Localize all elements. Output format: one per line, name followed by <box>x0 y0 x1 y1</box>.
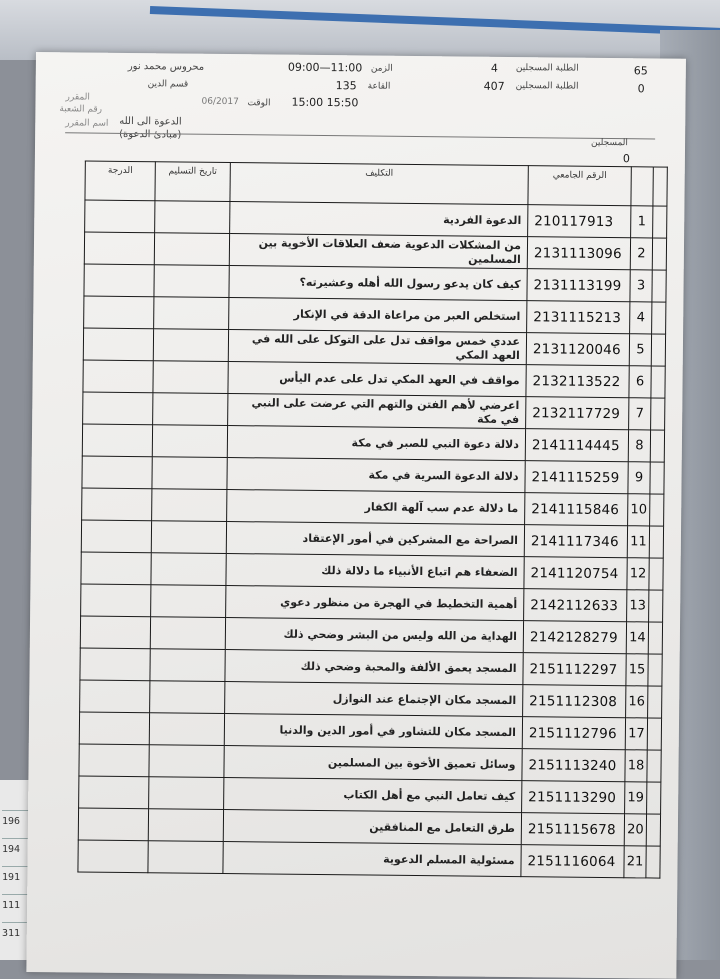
task-cell <box>223 810 521 845</box>
task-cell <box>228 362 526 397</box>
row-number-cell <box>626 686 648 718</box>
course-subtitle: (مبادئ الدعوة) <box>119 128 182 141</box>
student-id-cell <box>521 845 624 878</box>
grade-cell <box>79 744 149 777</box>
row-number-cell <box>627 526 649 558</box>
student-id-cell <box>521 813 624 846</box>
gap-cell <box>648 654 662 686</box>
task-text: الدعوة الفردية <box>443 212 522 227</box>
task-cell <box>229 298 527 333</box>
grade-cell <box>78 808 148 841</box>
delivery-date-cell <box>155 201 230 234</box>
task-text: المسجد يعمق الألفة والمحبة وضحي ذلك <box>300 659 517 675</box>
stack-number: 191 <box>2 866 38 889</box>
student-id-text: 2142128279 <box>529 628 618 646</box>
grade-cell <box>79 776 149 809</box>
delivery-date-cell <box>154 297 229 330</box>
student-id-cell <box>527 269 630 302</box>
task-text: ما دلالة عدم سب آلهة الكفار <box>364 499 519 515</box>
row-number-text: 9 <box>634 470 644 486</box>
gap-cell <box>649 590 663 622</box>
row-number-cell <box>630 238 652 270</box>
task-text: وسائل تعميق الأخوة بين المسلمين <box>327 755 516 771</box>
instructor-name: محروس محمد نور <box>127 60 205 73</box>
student-id-text: 2131120046 <box>532 340 621 358</box>
registered-value: 407 <box>483 79 505 93</box>
grade-cell <box>85 200 155 233</box>
row-number-cell <box>627 590 649 622</box>
student-id-text: 2141115846 <box>531 500 620 518</box>
student-id-text: 2151115678 <box>527 820 616 838</box>
grade-cell <box>79 712 149 745</box>
grade-cell <box>81 584 151 617</box>
row-number-text: 10 <box>630 502 648 518</box>
gap-cell <box>647 718 661 750</box>
student-id-cell <box>524 525 627 558</box>
gap-cell <box>650 430 664 462</box>
student-id-cell <box>528 205 631 238</box>
row-number-cell <box>628 462 650 494</box>
header-id: الرقم الجامعي <box>528 166 631 206</box>
row-number-cell <box>624 814 646 846</box>
row-number-text: 14 <box>629 630 646 646</box>
student-id-text: 2151112308 <box>529 692 618 710</box>
grade-cell <box>84 264 154 297</box>
hall-value: 135 <box>335 79 357 93</box>
row-number-cell <box>628 494 650 526</box>
student-id-cell <box>522 781 625 814</box>
row-number-text: 21 <box>626 854 644 870</box>
left-label-1: المقرر <box>65 92 90 103</box>
delivery-date-cell <box>151 521 226 554</box>
delivery-date-cell <box>153 393 228 426</box>
delivery-date-cell <box>149 745 224 778</box>
header-num <box>631 167 653 206</box>
grade-cell <box>82 488 152 521</box>
row-number-text: 13 <box>629 598 647 614</box>
row-number-text: 19 <box>627 790 645 806</box>
left-label-2: رقم الشعبة <box>59 104 103 115</box>
row-number-cell <box>627 558 649 590</box>
row-number-text: 8 <box>635 438 644 454</box>
label-registered: الطلبة المسجلين <box>515 81 579 92</box>
row-number-text: 12 <box>629 566 647 582</box>
row-number-text: 17 <box>628 726 645 742</box>
grade-cell <box>84 296 154 329</box>
student-id-text: 2132117729 <box>532 404 621 422</box>
row-number-text: 15 <box>628 662 646 678</box>
student-id-text: 2151112297 <box>529 660 618 678</box>
task-text: المسجد مكان الإجتماع عند النوازل <box>332 691 517 707</box>
grade-cell <box>80 648 150 681</box>
header-gap <box>653 167 667 206</box>
task-cell <box>228 394 526 429</box>
task-cell <box>226 554 524 589</box>
stack-number: 111 <box>2 894 38 917</box>
label-hall: القاعة <box>367 81 391 92</box>
row-number-cell <box>630 302 652 334</box>
student-id-cell <box>525 461 628 494</box>
gap-cell <box>652 238 666 270</box>
gap-cell <box>649 526 663 558</box>
table-row <box>78 840 660 878</box>
task-cell <box>226 522 524 557</box>
row-number-cell <box>624 846 646 878</box>
student-id-cell <box>526 397 629 430</box>
course-name: الدعوة الى الله <box>119 115 182 128</box>
delivery-date-cell <box>150 649 225 682</box>
delivery-date-cell <box>154 233 229 266</box>
header-count-b: 0 <box>637 82 645 96</box>
gap-cell <box>651 366 665 398</box>
stack-number: 194 <box>2 838 38 861</box>
delivery-date-cell <box>151 585 226 618</box>
grade-cell <box>81 520 151 553</box>
grade-cell <box>82 424 152 457</box>
assignment-sheet <box>26 52 686 979</box>
student-id-cell <box>522 717 625 750</box>
task-cell <box>230 202 528 237</box>
gap-cell <box>647 782 661 814</box>
row-number-text: 3 <box>636 278 646 294</box>
student-id-cell <box>523 653 626 686</box>
table-header-row <box>85 161 667 206</box>
row-number-text: 4 <box>636 310 645 326</box>
grade-cell <box>78 840 148 873</box>
assignments-table <box>77 161 667 879</box>
student-id-cell <box>522 749 625 782</box>
task-text: الهداية من الله وليس من البشر وضحي ذلك <box>283 627 517 643</box>
grade-cell <box>81 552 151 585</box>
student-id-text: 2151112796 <box>528 724 617 742</box>
row-number-cell <box>631 206 653 238</box>
row-number-cell <box>625 718 647 750</box>
student-id-cell <box>527 237 630 270</box>
task-cell <box>223 842 521 877</box>
student-id-text: 2141117346 <box>530 532 619 550</box>
row-number-text: 5 <box>636 342 645 358</box>
grade-cell <box>82 456 152 489</box>
task-text: مواقف في العهد المكي تدل على عدم اليأس <box>279 371 520 387</box>
row-number-text: 2 <box>637 246 646 262</box>
label-time: الزمن <box>370 63 393 74</box>
grade-cell <box>83 328 153 361</box>
time-value: 09:00—11:00 <box>287 60 363 75</box>
student-id-text: 2151113240 <box>528 756 617 774</box>
task-cell <box>227 426 525 461</box>
enrolled-value: 4 <box>490 61 498 75</box>
student-id-cell <box>525 493 628 526</box>
task-cell <box>226 586 524 621</box>
student-id-cell <box>526 333 629 366</box>
gap-cell <box>650 494 664 526</box>
delivery-date-cell <box>149 777 224 810</box>
grade-cell <box>84 232 154 265</box>
task-text: طرق التعامل مع المنافقين <box>369 820 515 835</box>
department: قسم الدين <box>147 79 189 90</box>
row-number-text: 18 <box>627 758 645 774</box>
date-value: 06/2017 <box>201 96 239 108</box>
task-text: أهمية التخطيط في الهجرة من منظور دعوي <box>280 595 518 611</box>
stack-number: 311 <box>2 922 38 945</box>
row-number-text: 6 <box>635 374 645 390</box>
gap-cell <box>647 750 661 782</box>
student-id-text: 2141115259 <box>531 468 620 486</box>
student-id-text: 2141114445 <box>531 436 620 454</box>
row-number-cell <box>629 334 651 366</box>
gap-cell <box>646 846 660 878</box>
row-number-cell <box>626 654 648 686</box>
row-number-cell <box>626 622 648 654</box>
gap-cell <box>648 686 662 718</box>
student-id-text: 2151113290 <box>528 788 617 806</box>
student-id-text: 2131113199 <box>533 276 622 294</box>
gap-cell <box>651 334 665 366</box>
registered-count: 0 <box>622 152 630 166</box>
task-text: الصراحة مع المشركين في أمور الإعتقاد <box>302 531 518 547</box>
task-text: دلالة الدعوة السرية في مكة <box>368 468 519 483</box>
row-number-cell <box>628 430 650 462</box>
gap-cell <box>651 398 665 430</box>
task-cell <box>227 490 525 525</box>
time2-value: 15:00 15:50 <box>291 95 359 110</box>
delivery-date-cell <box>152 489 227 522</box>
row-number-text: 16 <box>628 694 646 710</box>
student-id-cell <box>524 589 627 622</box>
student-id-text: 2151116064 <box>527 852 616 870</box>
delivery-date-cell <box>151 553 226 586</box>
task-cell <box>225 650 523 685</box>
delivery-date-cell <box>150 681 225 714</box>
task-cell <box>224 778 522 813</box>
row-number-text: 20 <box>627 822 644 838</box>
task-cell <box>228 330 526 365</box>
gap-cell <box>648 622 662 654</box>
grade-cell <box>83 360 153 393</box>
task-text: عددي خمس مواقف تدل على التوكل على الله في العهد المكي <box>251 331 521 362</box>
student-id-cell <box>525 429 628 462</box>
delivery-date-cell <box>153 329 228 362</box>
delivery-date-cell <box>149 713 224 746</box>
gap-cell <box>652 270 666 302</box>
stack-number: 196 <box>2 810 38 833</box>
delivery-date-cell <box>148 809 223 842</box>
task-cell <box>224 714 522 749</box>
label-time2: الوقت <box>247 98 271 109</box>
task-text: المسجد مكان للتشاور في أمور الدين والدنيا <box>279 723 516 739</box>
gap-cell <box>653 206 667 238</box>
delivery-date-cell <box>152 457 227 490</box>
grade-cell <box>80 680 150 713</box>
gap-cell <box>652 302 666 334</box>
row-number-cell <box>629 398 651 430</box>
student-id-cell <box>527 301 630 334</box>
gap-cell <box>646 814 660 846</box>
student-id-text: 2132113522 <box>532 372 621 390</box>
task-text: مسئولية المسلم الدعوية <box>383 852 515 867</box>
left-label-3: اسم المقرر <box>65 118 109 129</box>
row-number-cell <box>625 782 647 814</box>
grade-cell <box>83 392 153 425</box>
task-text: دلالة دعوة النبي للصبر في مكة <box>351 435 519 451</box>
task-text: استخلص العبر من مراعاة الدقة في الإنكار <box>293 307 521 323</box>
student-id-text: 2141120754 <box>530 564 619 582</box>
task-cell <box>229 234 527 269</box>
gap-cell <box>650 462 664 494</box>
student-id-text: 2142112633 <box>530 596 619 614</box>
row-number-text: 1 <box>637 214 646 230</box>
header-grade: الدرجة <box>85 161 155 201</box>
student-id-cell <box>526 365 629 398</box>
delivery-date-cell <box>148 841 223 874</box>
row-number-cell <box>630 270 652 302</box>
delivery-date-cell <box>150 617 225 650</box>
row-number-text: 7 <box>635 406 644 422</box>
task-text: الضعفاء هم اتباع الأنبياء ما دلالة ذلك <box>321 563 518 579</box>
student-id-text: 2131115213 <box>533 308 622 326</box>
grade-cell <box>80 616 150 649</box>
task-cell <box>225 682 523 717</box>
row-number-text: 11 <box>630 534 647 550</box>
student-id-cell <box>523 621 626 654</box>
student-id-cell <box>524 557 627 590</box>
label-enrolled: الطلبة المسجلين <box>515 63 579 74</box>
row-number-cell <box>625 750 647 782</box>
task-text: من المشكلات الدعوية ضعف العلاقات الأخوية بين المسلمين <box>258 235 522 266</box>
registered-label: المسجلين <box>591 137 628 149</box>
task-cell <box>229 266 527 301</box>
student-id-text: 2131113096 <box>533 244 622 262</box>
student-id-cell <box>523 685 626 718</box>
delivery-date-cell <box>152 425 227 458</box>
task-text: كيف كان يدعو رسول الله أهله وعشيرته؟ <box>299 275 521 291</box>
row-number-cell <box>629 366 651 398</box>
header-date: تاريخ التسليم <box>155 162 230 202</box>
delivery-date-cell <box>154 265 229 298</box>
header-count-a: 65 <box>633 64 648 78</box>
task-text: كيف تعامل النبي مع أهل الكتاب <box>343 787 516 803</box>
task-text: اعرضي لأهم الفتن والتهم التي عرضت على النبي في مكة <box>251 395 520 426</box>
task-cell <box>227 458 525 493</box>
student-id-text: 210117913 <box>534 212 614 230</box>
gap-cell <box>649 558 663 590</box>
delivery-date-cell <box>153 361 228 394</box>
task-cell <box>225 618 523 653</box>
task-cell <box>224 746 522 781</box>
header-task: التكليف <box>230 163 528 205</box>
